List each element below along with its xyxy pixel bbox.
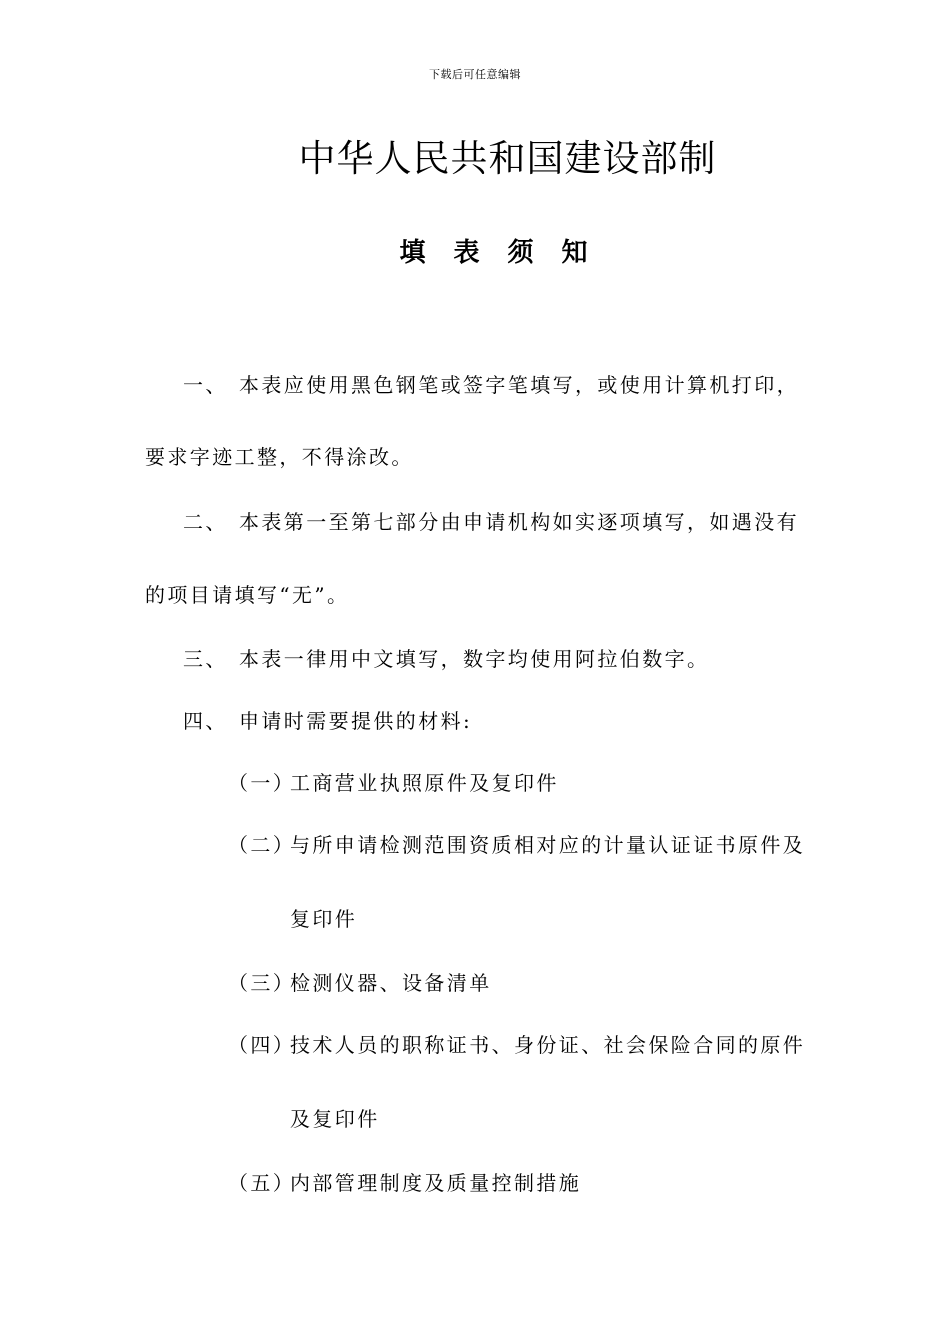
material-text: 内部管理制度及质量控制措施 xyxy=(290,1171,582,1195)
material-text: 工商营业执照原件及复印件 xyxy=(290,771,559,795)
item-number: 三、 xyxy=(183,647,228,671)
instruction-item-2-continued: 的项目请填写“无”。 xyxy=(145,583,350,607)
instruction-item-3 xyxy=(183,643,709,672)
item-text: 本表一律用中文填写，数字均使用阿拉伯数字。 xyxy=(239,647,710,671)
instruction-item-1 xyxy=(183,369,799,398)
item-text: 本表应使用黑色钢笔或签字笔填写，或使用计算机打印， xyxy=(239,373,799,397)
instruction-item-4 xyxy=(183,705,472,734)
instruction-item-2 xyxy=(183,506,799,535)
material-item-3 xyxy=(228,967,492,996)
item-number: 一、 xyxy=(183,373,228,397)
material-text: 检测仪器、设备清单 xyxy=(290,971,492,995)
header-note: 下载后可任意编辑 xyxy=(429,68,521,81)
instruction-item-1-continued: 要求字迹工整，不得涂改。 xyxy=(145,445,414,469)
item-number: 二、 xyxy=(183,510,228,534)
material-number: （二） xyxy=(228,833,296,857)
item-text: 申请时需要提供的材料: xyxy=(239,709,473,733)
page-subtitle: 填表须知 xyxy=(399,238,616,268)
material-text: 技术人员的职称证书、身份证、社会保险合同的原件 xyxy=(290,1033,806,1057)
material-text: 与所申请检测范围资质相对应的计量认证证书原件及 xyxy=(290,833,806,857)
material-item-4-continued: 及复印件 xyxy=(290,1107,380,1131)
material-number: （五） xyxy=(228,1171,296,1195)
material-item-5 xyxy=(228,1167,581,1196)
material-item-4 xyxy=(228,1029,805,1058)
material-item-1 xyxy=(228,767,559,796)
material-number: （一） xyxy=(228,771,296,795)
material-item-2 xyxy=(228,829,805,858)
item-text: 本表第一至第七部分由申请机构如实逐项填写，如遇没有 xyxy=(239,510,799,534)
page-title: 中华人民共和国建设部制 xyxy=(298,137,717,180)
item-number: 四、 xyxy=(183,709,228,733)
material-number: （三） xyxy=(228,971,296,995)
material-number: （四） xyxy=(228,1033,296,1057)
material-item-2-continued: 复印件 xyxy=(290,907,358,931)
